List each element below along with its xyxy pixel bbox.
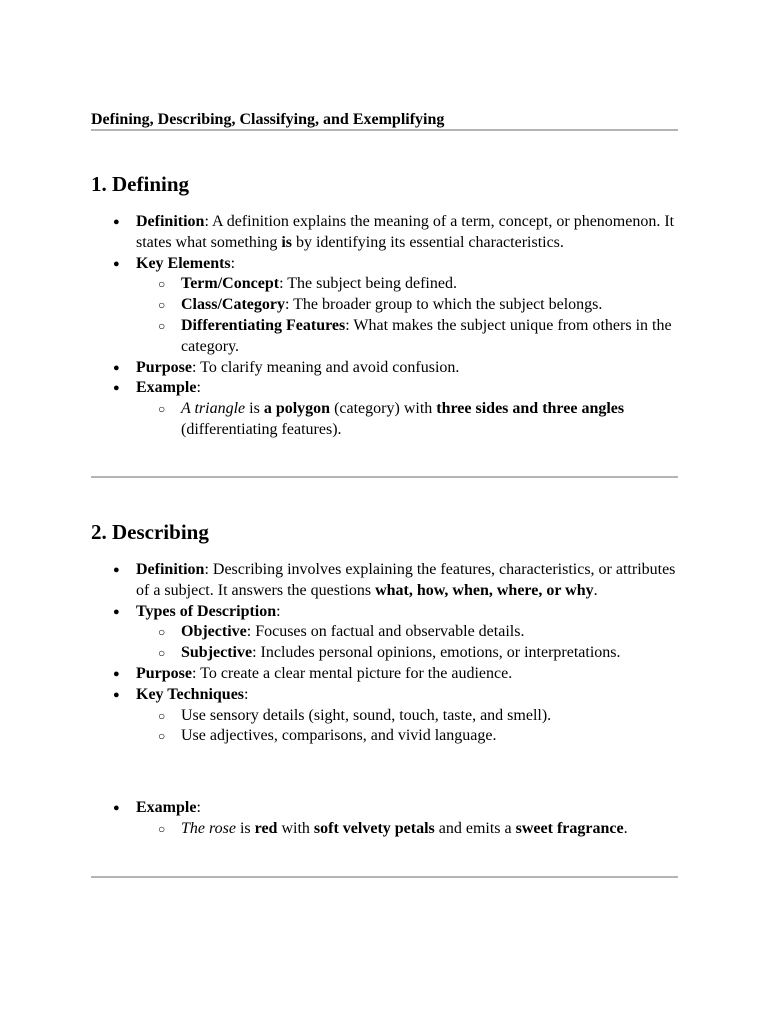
term-label: Key Elements (136, 254, 231, 272)
defining-list (91, 212, 678, 441)
circle-bullet-icon: ○ (158, 646, 166, 661)
title-rule (91, 129, 678, 131)
term-label: Example (136, 799, 197, 817)
list-item-definition: ● Definition: Describing involves explaining the features, characteristics, or attributes of a subject. It answers the questions what, how, when, where, or why. (113, 561, 676, 599)
sub-item-class-category: ○ Class/Category: The broader group to which the subject belongs. (91, 295, 678, 316)
list-item-example: ● Example: (91, 378, 678, 399)
bullet-icon: ● (113, 802, 120, 815)
circle-bullet-icon: ○ (158, 298, 166, 313)
list-item-purpose: ● Purpose: To create a clear mental picture for the audience. (91, 664, 678, 685)
sub-item-differentiating-features: ○ Differentiating Features: What makes the subject unique from others in the category. (158, 316, 672, 355)
section-divider (91, 876, 678, 878)
list-item-types-of-description: ● Types of Description: (91, 602, 678, 623)
list-item-key-techniques: ● Key Techniques: (91, 685, 678, 706)
term-label: Purpose (136, 358, 192, 376)
circle-bullet-icon: ○ (158, 402, 166, 417)
section-heading-describing: 2. Describing (91, 520, 209, 544)
list-item-definition: ● Definition: A definition explains the meaning of a term, concept, or phenomenon. It states what something is by identifying its essential characteristics. (113, 213, 675, 251)
term-label: Definition (136, 213, 205, 230)
sub-item-example-triangle: ○ A triangle is a polygon (category) with three sides and three angles (differentiating features). (158, 400, 625, 438)
document-title: Defining, Describing, Classifying, and Exemplifying (91, 111, 445, 128)
bullet-icon: ● (113, 382, 120, 395)
sub-item-subjective: ○ Subjective: Includes personal opinions, emotions, or interpretations. (91, 643, 678, 664)
circle-bullet-icon: ○ (158, 277, 166, 292)
bullet-icon: ● (113, 361, 120, 374)
list-item-purpose: ● Purpose: To clarify meaning and avoid confusion. (91, 358, 678, 379)
circle-bullet-icon: ○ (158, 729, 166, 744)
sub-item-adjectives: ○ Use adjectives, comparisons, and vivid language. (91, 726, 678, 747)
bullet-icon: ● (113, 257, 120, 270)
sub-item-example-rose: ○ The rose is red with soft velvety petals and emits a sweet fragrance. (91, 819, 678, 840)
term-label: Purpose (136, 664, 192, 682)
describing-list (91, 560, 678, 840)
list-item-key-elements: ● Key Elements: (91, 254, 678, 275)
circle-bullet-icon: ○ (158, 821, 166, 836)
term-label: Key Techniques (136, 685, 245, 703)
section-divider (91, 476, 678, 478)
sub-item-objective: ○ Objective: Focuses on factual and observable details. (91, 622, 678, 643)
circle-bullet-icon: ○ (158, 708, 166, 723)
term-label: Types of Description (136, 602, 277, 620)
list-item-example: ● Example: (91, 798, 678, 819)
circle-bullet-icon: ○ (158, 318, 166, 333)
bullet-icon: ● (113, 564, 120, 576)
sub-item-term-concept: ○ Term/Concept: The subject being defined. (91, 274, 678, 295)
bullet-icon: ● (113, 216, 120, 228)
bullet-icon: ● (113, 605, 120, 618)
section-heading-defining: 1. Defining (91, 172, 190, 196)
bullet-icon: ● (113, 667, 120, 680)
circle-bullet-icon: ○ (158, 625, 166, 640)
term-label: Example (136, 379, 197, 397)
blank-space (91, 747, 678, 798)
term-label: Definition (136, 561, 205, 578)
bullet-icon: ● (113, 688, 120, 701)
sub-item-sensory-details: ○ Use sensory details (sight, sound, touch, taste, and smell). (91, 706, 678, 727)
